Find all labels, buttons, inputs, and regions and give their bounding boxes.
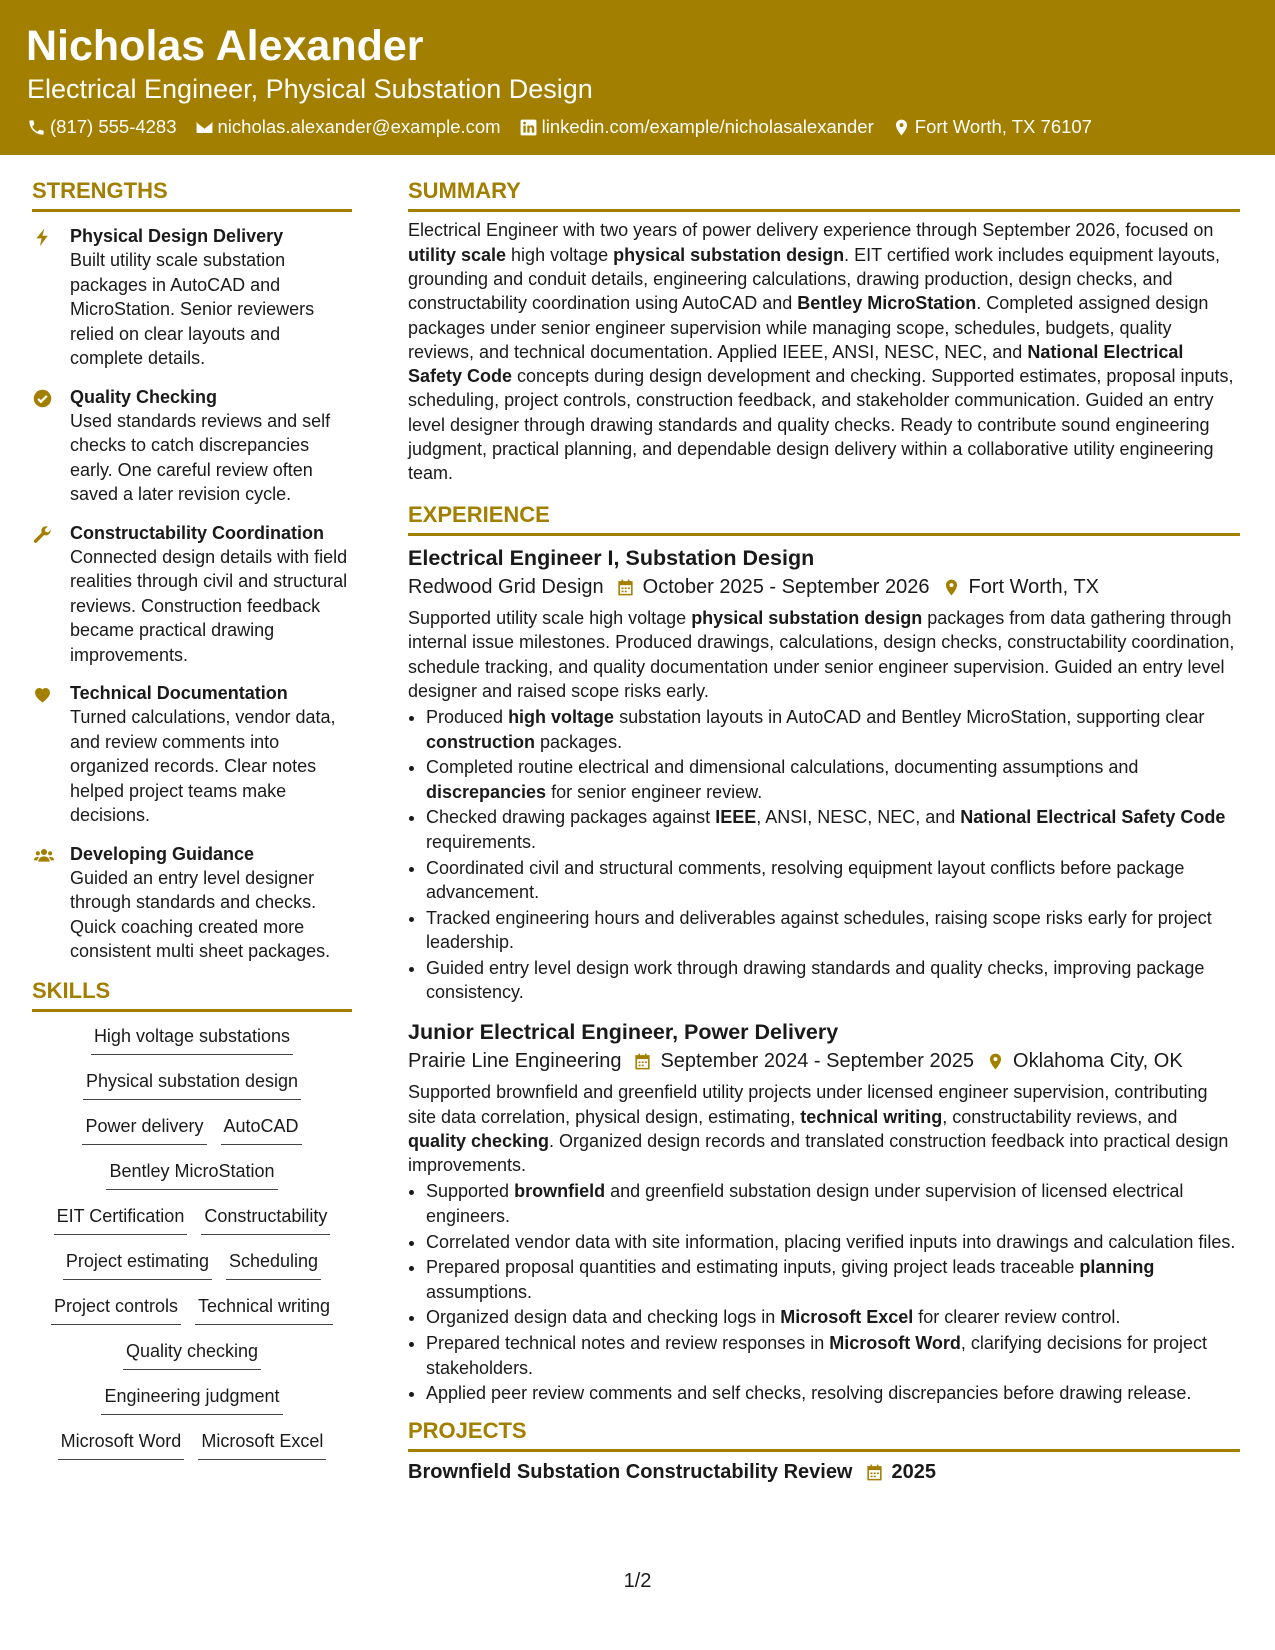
skill-tag: Physical substation design <box>83 1069 301 1100</box>
contact-linkedin[interactable] <box>519 116 874 138</box>
bullet-item: • Guided entry level design work through drawing standards and quality checks, improving package consistency. <box>426 956 1240 1005</box>
phone-icon <box>27 118 46 137</box>
job-location: Oklahoma City, OK <box>1013 1050 1183 1073</box>
skills-heading: SKILLS <box>32 978 352 1012</box>
strength-title: Constructability Coordination <box>70 522 324 543</box>
linkedin-text: linkedin.com/example/nicholasalexander <box>541 116 874 137</box>
bullet-item: • Checked drawing packages against IEEE, ANSI, NESC, NEC, and National Electrical Safety Code requirements. <box>426 805 1240 854</box>
job-meta <box>408 572 1240 602</box>
project-title: Brownfield Substation Constructability Review <box>408 1461 853 1484</box>
location-pin-icon <box>892 118 911 137</box>
email-text: nicholas.alexander@example.com <box>217 116 501 137</box>
phone-text: (817) 555-4283 <box>50 116 177 137</box>
skill-tag: Bentley MicroStation <box>106 1159 277 1190</box>
location-pin-icon <box>986 1052 1005 1071</box>
strengths-heading: STRENGTHS <box>32 178 352 212</box>
job-description: Supported brownfield and greenfield utility projects under licensed engineer supervision, contributing site data correlation, physical design, estimating, technical writing, constructability reviews, and quality checking. Organized design records and translated construction feedback into practical design improvements. <box>408 1082 1229 1176</box>
candidate-name: Nicholas Alexander <box>26 22 424 70</box>
strength-item <box>32 521 352 668</box>
lightning-bolt-icon <box>32 227 53 248</box>
calendar-icon <box>616 578 635 597</box>
contact-email[interactable] <box>195 116 501 138</box>
strength-item <box>32 385 352 507</box>
skill-tag: EIT Certification <box>54 1204 188 1235</box>
skills-list <box>32 1024 352 1460</box>
strength-item <box>32 842 352 964</box>
experience-heading: EXPERIENCE <box>408 502 1240 536</box>
bullet-item: • Organized design data and checking logs in Microsoft Excel for clearer review control. <box>426 1305 1240 1329</box>
strength-title: Developing Guidance <box>70 843 255 864</box>
skill-tag: High voltage substations <box>91 1024 293 1055</box>
calendar-icon <box>633 1052 652 1071</box>
candidate-title: Electrical Engineer, Physical Substation Design <box>27 74 593 104</box>
bullet-item: • Tracked engineering hours and deliverables against schedules, raising scope risks early for project leadership. <box>426 906 1240 955</box>
company-name: Redwood Grid Design <box>408 576 604 599</box>
job-title: Electrical Engineer I, Substation Design <box>408 546 815 571</box>
bullet-item: • Prepared proposal quantities and estimating inputs, giving project leads traceable planning assumptions. <box>426 1255 1240 1304</box>
skill-tag: Microsoft Excel <box>198 1429 326 1460</box>
strength-title: Physical Design Delivery <box>70 226 284 247</box>
bullet-item: • Applied peer review comments and self checks, resolving discrepancies before drawing release. <box>426 1381 1240 1405</box>
wrench-icon <box>32 524 53 545</box>
job-bullets <box>408 1179 1240 1405</box>
job-dates: September 2024 - September 2025 <box>660 1050 975 1073</box>
job-description: Supported utility scale high voltage physical substation design packages from data gathering through internal issue milestones. Produced drawings, calculations, design checks, constructability coordination, schedule tracking, and quality documentation under senior engineer supervision. Guided an entry level designer and raised scope risks early. <box>408 608 1235 701</box>
bullet-item: • Coordinated civil and structural comments, resolving equipment layout conflicts before package advancement. <box>426 856 1240 905</box>
bullet-item: • Completed routine electrical and dimensional calculations, documenting assumptions and discrepancies for senior engineer review. <box>426 755 1240 804</box>
resume-header <box>0 0 1275 155</box>
page-number: 1/2 <box>623 1570 652 1592</box>
skill-tag: Constructability <box>201 1204 330 1235</box>
heart-icon <box>32 684 53 705</box>
bullet-item: • Produced high voltage substation layouts in AutoCAD and Bentley MicroStation, supporting clear construction packages. <box>426 705 1240 754</box>
strength-desc: Built utility scale substation packages in AutoCAD and MicroStation. Senior reviewers relied on clear layouts and complete details. <box>70 250 315 369</box>
job-meta <box>408 1046 1240 1076</box>
job-entry <box>408 544 1240 1004</box>
skill-tag: AutoCAD <box>221 1114 302 1145</box>
skill-tag: Quality checking <box>123 1339 261 1370</box>
strength-desc: Connected design details with field realities through civil and structural reviews. Construction feedback became practical drawing improvements. <box>70 546 348 665</box>
job-entry <box>408 1018 1240 1405</box>
strengths-list <box>32 224 352 964</box>
envelope-icon <box>195 118 214 137</box>
contact-bar <box>27 116 1110 138</box>
strength-desc: Used standards reviews and self checks to catch discrepancies early. One careful review often saved a later revision cycle. <box>70 410 331 505</box>
summary-heading: SUMMARY <box>408 178 1240 212</box>
strength-item <box>32 224 352 371</box>
skill-tag: Microsoft Word <box>58 1429 185 1460</box>
job-bullets <box>408 705 1240 1004</box>
skill-tag: Project controls <box>51 1294 181 1325</box>
bullet-item: • Correlated vendor data with site information, placing verified inputs into drawings and calculation files. <box>426 1230 1240 1254</box>
skill-tag: Scheduling <box>226 1249 321 1280</box>
skill-tag: Engineering judgment <box>101 1384 282 1415</box>
contact-location <box>892 116 1092 138</box>
linkedin-icon <box>519 118 538 137</box>
location-text: Fort Worth, TX 76107 <box>914 116 1092 137</box>
strength-desc: Turned calculations, vendor data, and review comments into organized records. Clear notes helped project teams make decisions. <box>70 707 336 826</box>
strength-title: Quality Checking <box>70 386 218 407</box>
skill-tag: Project estimating <box>63 1249 212 1280</box>
users-icon <box>32 845 56 866</box>
strength-desc: Guided an entry level designer through standards and checks. Quick coaching created more consistent multi sheet packages. <box>70 867 331 962</box>
company-name: Prairie Line Engineering <box>408 1050 622 1073</box>
projects-heading: PROJECTS <box>408 1418 1240 1452</box>
bullet-item: • Supported brownfield and greenfield substation design under supervision of licensed electrical engineers. <box>426 1179 1240 1228</box>
skill-tag: Power delivery <box>82 1114 206 1145</box>
left-column <box>32 178 352 1474</box>
location-pin-icon <box>942 578 961 597</box>
job-title: Junior Electrical Engineer, Power Delivery <box>408 1020 839 1045</box>
bullet-item: • Prepared technical notes and review responses in Microsoft Word, clarifying decisions for project stakeholders. <box>426 1331 1240 1380</box>
skill-tag: Technical writing <box>195 1294 333 1325</box>
project-year: 2025 <box>891 1461 936 1484</box>
strength-title: Technical Documentation <box>70 683 288 704</box>
contact-phone[interactable] <box>27 116 177 138</box>
strength-item <box>32 681 352 828</box>
job-location: Fort Worth, TX <box>968 576 1099 599</box>
summary-text: Electrical Engineer with two years of power delivery experience through September 2026, focused on utility scale high voltage physical substation design. EIT certified work includes equipment layouts, grounding and conduit details, engineering calculations, drawing production, design checks, and constructability coordination using AutoCAD and Bentley MicroStation. Completed assigned design packages under senior engineer supervision while managing scope, schedules, budgets, quality reviews, and technical documentation. Applied IEEE, ANSI, NESC, NEC, and National Electrical Safety Code concepts during design development and checking. Supported estimates, proposal inputs, scheduling, project controls, construction feedback, and stakeholder communication. Guided an entry level designer through drawing standards and quality checks. Ready to contribute sound engineering judgment, practical planning, and dependable design delivery within a collaborative utility engineering team. <box>408 220 1234 484</box>
calendar-icon <box>865 1463 884 1482</box>
project-entry <box>408 1458 1240 1486</box>
check-circle-icon <box>32 388 53 409</box>
job-dates: October 2025 - September 2026 <box>642 576 930 599</box>
right-column <box>408 178 1240 1486</box>
